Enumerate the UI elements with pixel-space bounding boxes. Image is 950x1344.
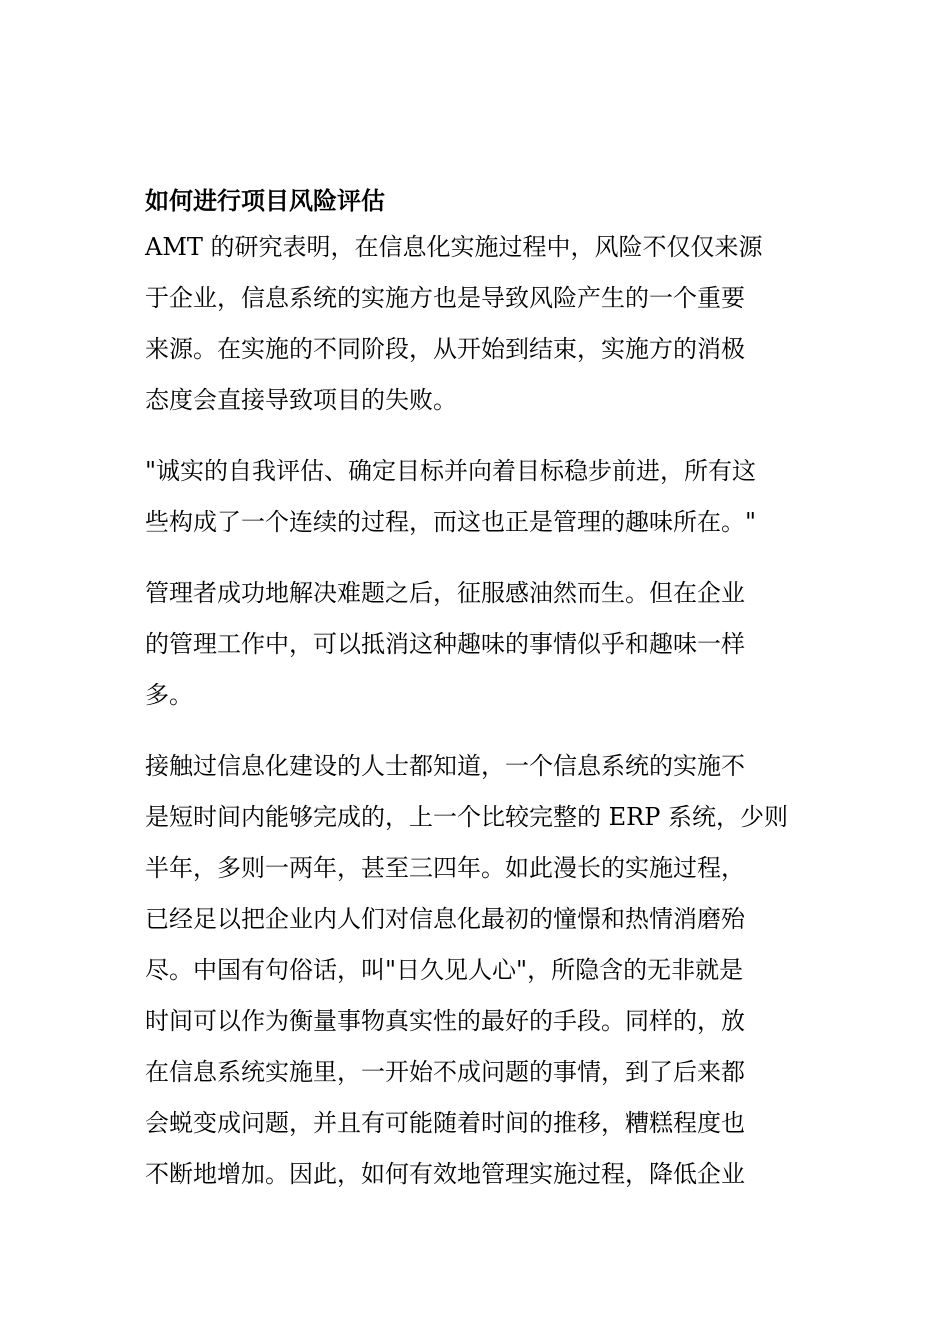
paragraph-2-quote	[145, 446, 810, 548]
paragraph-line: 态度会直接导致项目的失败。	[145, 386, 457, 414]
paragraph-3	[145, 568, 810, 721]
paragraph-line: 管理者成功地解决难题之后，征服感油然而生。但在企业	[145, 579, 745, 607]
paragraph-line: 多。	[145, 681, 193, 709]
paragraph-line: AMT 的研究表明，在信息化实施过程中，风险不仅仅来源	[145, 233, 763, 261]
paragraph-spacer	[145, 426, 810, 446]
paragraph-line: 的管理工作中，可以抵消这种趣味的事情似乎和趣味一样	[145, 630, 745, 658]
paragraph-line: 来源。在实施的不同阶段，从开始到结束，实施方的消极	[145, 335, 745, 363]
paragraph-line: 些构成了一个连续的过程，而这也正是管理的趣味所在。"	[145, 508, 757, 536]
paragraph-4	[145, 741, 810, 1200]
paragraph-line: 不断地增加。因此，如何有效地管理实施过程，降低企业	[145, 1160, 745, 1188]
paragraph-line: 在信息系统实施里，一开始不成问题的事情，到了后来都	[145, 1058, 745, 1086]
document-title: 如何进行项目风险评估	[145, 186, 385, 215]
document-page	[145, 180, 810, 1200]
paragraph-line: 接触过信息化建设的人士都知道，一个信息系统的实施不	[145, 752, 745, 780]
paragraph-spacer	[145, 721, 810, 741]
paragraph-line: "诚实的自我评估、确定目标并向着目标稳步前进，所有这	[145, 457, 757, 485]
paragraph-1	[145, 222, 810, 426]
paragraph-line: 已经足以把企业内人们对信息化最初的憧憬和热情消磨殆	[145, 905, 745, 933]
paragraph-line: 半年，多则一两年，甚至三四年。如此漫长的实施过程，	[145, 854, 745, 882]
paragraph-line: 是短时间内能够完成的，上一个比较完整的 ERP 系统，少则	[145, 803, 788, 831]
paragraph-line: 尽。中国有句俗话，叫"日久见人心"，所隐含的无非就是	[145, 956, 744, 984]
paragraph-spacer	[145, 548, 810, 568]
paragraph-line: 时间可以作为衡量事物真实性的最好的手段。同样的，放	[145, 1007, 745, 1035]
paragraph-line: 会蜕变成问题，并且有可能随着时间的推移，糟糕程度也	[145, 1109, 745, 1137]
paragraph-line: 于企业，信息系统的实施方也是导致风险产生的一个重要	[145, 284, 745, 312]
